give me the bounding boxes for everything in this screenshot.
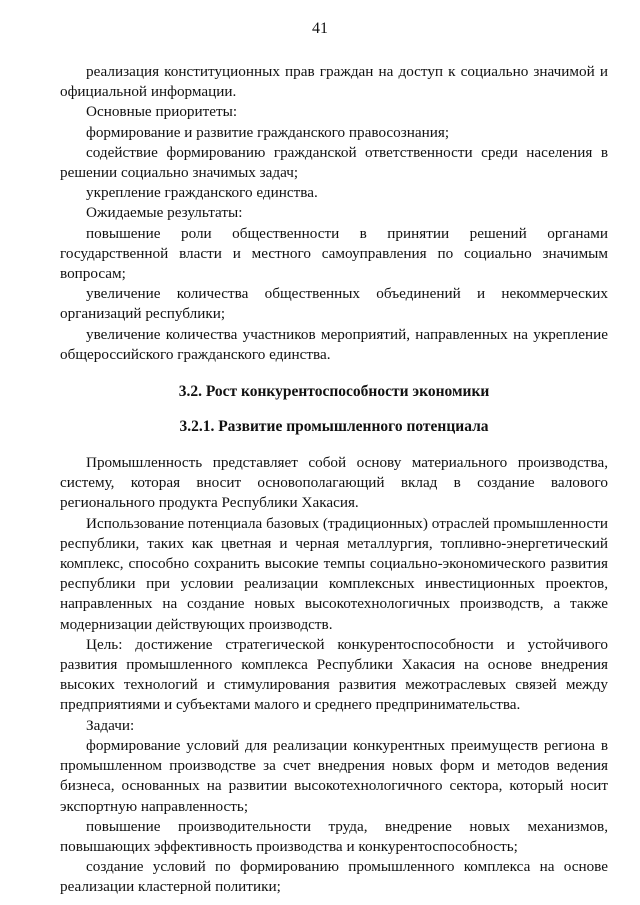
page-number: 41 (312, 20, 328, 37)
paragraph: Цель: достижение стратегической конкурентоспособности и устойчивого развития промышленного комплекса Республики Хакасия на основе внедрения высоких технологий и стимулирования развития межотраслевых связей между предприятиями и субъектами малого и среднего предпринимательства. (60, 635, 608, 714)
paragraph: формирование и развитие гражданского правосознания; (86, 123, 450, 141)
paragraph: Задачи: (86, 716, 135, 734)
paragraph: укрепление гражданского единства. (86, 184, 318, 202)
paragraph: Основные приоритеты: (86, 103, 238, 121)
section-heading: 3.2. Рост конкурентоспособности экономики (178, 383, 490, 401)
paragraph: Использование потенциала базовых (традиционных) отраслей промышленности республики, таких как цветная и черная металлургия, топливно-энергетический комплекс, способно сохранить высокие темпы социально-экономического развития республики при условии реализации комплексных инвестиционных проектов, направленных на создание новых высокотехнологичных производств, а также модернизации действующих производств. (60, 514, 608, 633)
paragraph: Ожидаемые результаты: (86, 204, 243, 222)
subsection-heading: 3.2.1. Развитие промышленного потенциала (179, 418, 489, 436)
paragraph: увеличение количества участников мероприятий, направленных на укрепление общероссийского гражданского единства. (60, 325, 608, 363)
paragraph: создание условий по формированию промышленного комплекса на основе реализации кластерной политики; (60, 858, 608, 896)
paragraph: содействие формированию гражданской ответственности среди населения в решении социально значимых задач; (60, 143, 608, 182)
paragraph: увеличение количества общественных объединений и некоммерческих организаций республики; (60, 285, 608, 323)
paragraph: Промышленность представляет собой основу материального производства, систему, которая вносит основополагающий вклад в создание валового регионального продукта Республики Хакасия. (60, 454, 608, 512)
paragraph: реализация конституционных прав граждан на доступ к социально значимой и официальной информации. (60, 63, 608, 101)
paragraph: формирование условий для реализации конкурентных преимуществ региона в промышленном производстве за счет внедрения новых форм и методов ведения бизнеса, основанных на развитии высокотехнологичного сектора, который носит экспортную направленность; (60, 736, 608, 815)
page-content (60, 62, 608, 898)
paragraph: повышение производительности труда, внедрение новых механизмов, повышающих эффективность производства и конкурентоспособность; (60, 817, 608, 855)
paragraph: повышение роли общественности в принятии решений органами государственной власти и местного самоуправления по социально значимым вопросам; (60, 224, 608, 283)
